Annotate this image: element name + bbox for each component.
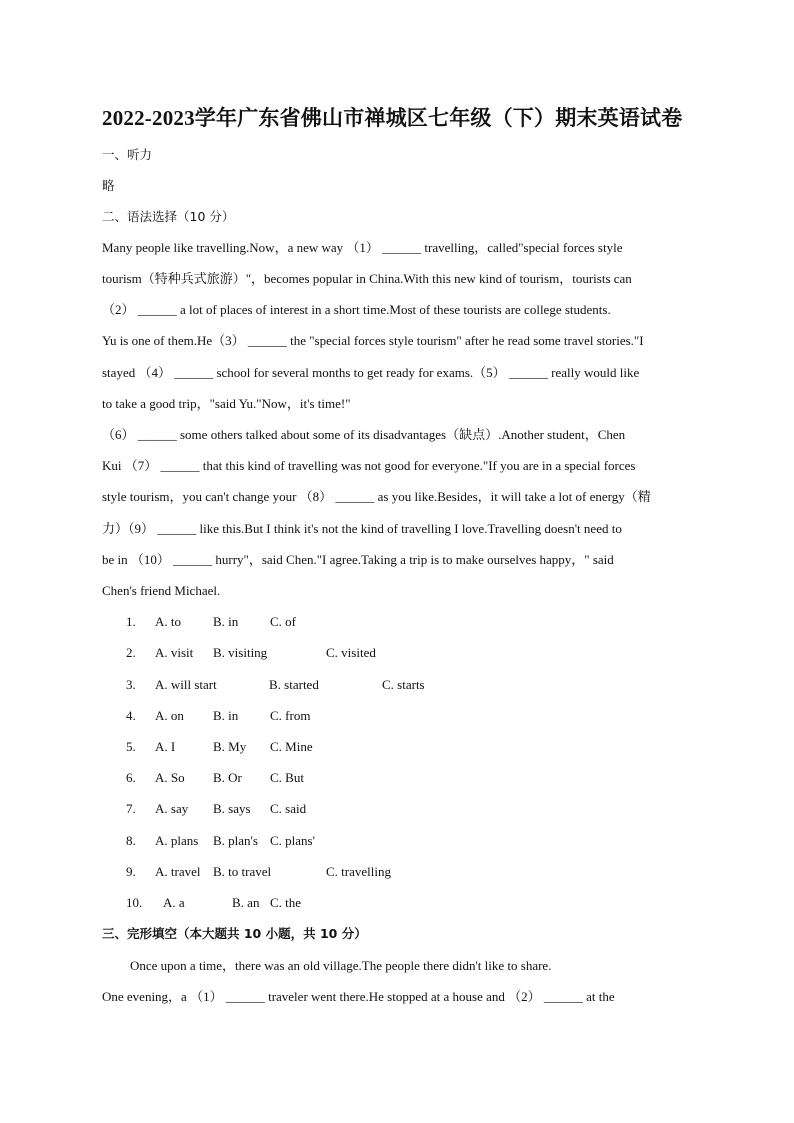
- question-number: 4.: [126, 708, 136, 723]
- exam-title: 2022-2023学年广东省佛山市禅城区七年级（下）期末英语试卷: [102, 106, 683, 130]
- question-number: 9.: [126, 864, 136, 879]
- question-number: 3.: [126, 677, 136, 692]
- passage-line: （2） ______ a lot of places of interest in a short time.Most of these tourists are college students.: [102, 302, 611, 317]
- passage-line: Once upon a time，there was an old village.The people there didn't like to share.: [130, 958, 552, 973]
- option-b: B. says: [213, 801, 251, 816]
- passage-line: style tourism，you can't change your （8） ______ as you like.Besides，it will take a lot of energy（精: [102, 489, 651, 504]
- option-c: C. the: [270, 895, 302, 910]
- section1-note: 略: [102, 178, 115, 193]
- question-number: 8.: [126, 833, 136, 848]
- passage-line: Many people like travelling.Now，a new way （1） ______ travelling，called"special forces style: [102, 240, 623, 255]
- option-c: C. of: [270, 614, 296, 629]
- passage-line: Chen's friend Michael.: [102, 583, 221, 598]
- option-b: B. in: [213, 614, 239, 629]
- option-c: C. said: [270, 801, 307, 816]
- option-a: A. visit: [155, 645, 194, 660]
- passage-line: Kui （7） ______ that this kind of travelling was not good for everyone."If you are in a special forces: [102, 458, 636, 473]
- option-c: C. plans': [270, 833, 315, 848]
- option-c: C. Mine: [270, 739, 313, 754]
- section3-heading: 三、完形填空（本大题共 10 小题，共 10 分）: [102, 926, 367, 941]
- option-a: A. on: [155, 708, 184, 723]
- option-c: C. visited: [326, 645, 376, 660]
- option-b: B. Or: [213, 770, 242, 785]
- passage-line: tourism（特种兵式旅游）"，becomes popular in China.With this new kind of tourism，tourists can: [102, 271, 632, 286]
- question-number: 2.: [126, 645, 136, 660]
- option-b: B. to travel: [213, 864, 272, 879]
- option-b: B. My: [213, 739, 247, 754]
- option-a: A. travel: [155, 864, 201, 879]
- option-c: C. But: [270, 770, 304, 785]
- question-number: 1.: [126, 614, 136, 629]
- passage-line: One evening，a （1） ______ traveler went there.He stopped at a house and （2） ______ at the: [102, 989, 615, 1004]
- option-a: A. say: [155, 801, 189, 816]
- question-number: 6.: [126, 770, 136, 785]
- question-number: 10.: [126, 895, 143, 910]
- passage-line: be in （10） ______ hurry"，said Chen."I agree.Taking a trip is to make ourselves happy，" said: [102, 552, 614, 567]
- option-a: A. So: [155, 770, 185, 785]
- section1-heading: 一、听力: [102, 147, 153, 162]
- option-a: A. will start: [155, 677, 217, 692]
- passage-line: 力）（9） ______ like this.But I think it's not the kind of travelling I love.Travelling doesn't need to: [102, 521, 622, 536]
- option-a: A. plans: [155, 833, 199, 848]
- question-number: 7.: [126, 801, 136, 816]
- passage-line: to take a good trip，"said Yu."Now，it's time!": [102, 396, 351, 411]
- option-c: C. starts: [382, 677, 425, 692]
- option-b: B. visiting: [213, 645, 268, 660]
- option-b: B. in: [213, 708, 239, 723]
- option-a: A. to: [155, 614, 181, 629]
- question-number: 5.: [126, 739, 136, 754]
- passage-line: stayed （4） ______ school for several months to get ready for exams.（5） ______ really would like: [102, 365, 640, 380]
- option-b: B. plan's: [213, 833, 258, 848]
- option-c: C. travelling: [326, 864, 391, 879]
- section2-heading: 二、语法选择（10 分）: [102, 209, 235, 224]
- passage-line: （6） ______ some others talked about some of its disadvantages（缺点）.Another student，Chen: [102, 427, 626, 442]
- option-a: A. a: [163, 895, 185, 910]
- option-b: B. started: [269, 677, 319, 692]
- option-b: B. an: [232, 895, 260, 910]
- option-c: C. from: [270, 708, 311, 723]
- passage-line: Yu is one of them.He（3） ______ the "special forces style tourism" after he read some travel stories."I: [102, 333, 644, 348]
- option-a: A. I: [155, 739, 176, 754]
